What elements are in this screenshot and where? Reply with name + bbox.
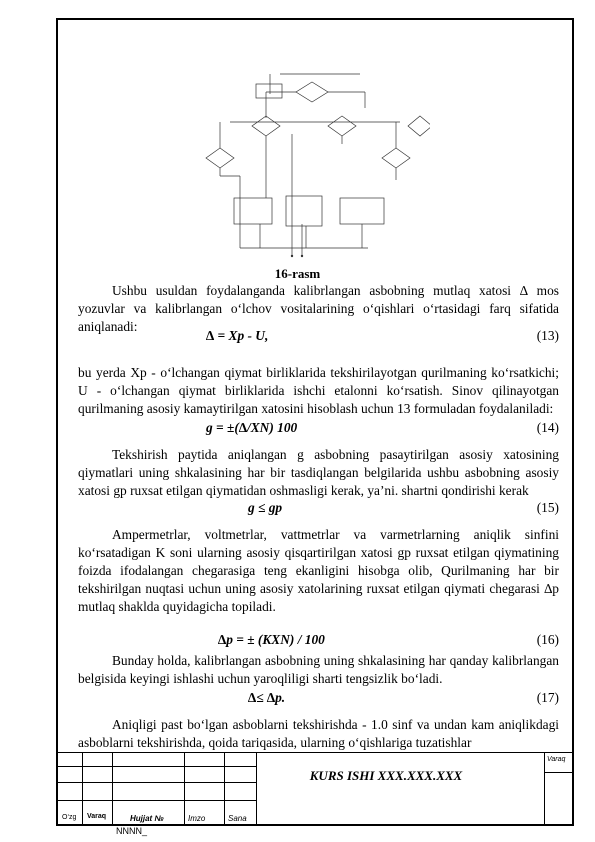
- stamp-col-line-3: [184, 752, 185, 824]
- title-block-stamp: [56, 752, 574, 826]
- paragraph-3: Tekshirish paytida aniqlangan g asbobning pasaytirilgan asosiy xatosining qiymatlari uning shkalasining har bir tasdiqlangan belgilarida ushbu asbobning asosiy xatosi gp ruxsat etilgan qiymatidan oshmasligi kerak, ya’ni. shartni qondirishi kerak: [78, 447, 559, 498]
- stamp-row-line-1: [56, 766, 256, 767]
- stamp-hujjat-label: Hujjat №: [130, 814, 164, 823]
- paragraph-2: bu yerda Xp - o‘lchangan qiymat birliklarida tekshirilayotgan qurilmaning ko‘rsatkichi; U - o‘lchangan qiymat birliklarida ishchi etalonni ko‘rsatish. Sinov qilinayotgan qurilmaning asosiy kamaytirilgan xatosini hisoblash uchun 13 formuladan foydalaniladi:: [78, 365, 559, 416]
- formula-14: g = ±(∆/XN) 100: [206, 420, 298, 435]
- formula-15-number: (15): [536, 500, 559, 515]
- stamp-col-line-6: [544, 752, 545, 824]
- paragraph-5: Bunday holda, kalibrlangan asbobning uning shkalasining har qanday kalibrlangan belgisida keyingi ishlashi uchun yaroqliligi sharti tengsizlik bo‘ladi.: [78, 653, 559, 686]
- figure-caption: 16-rasm: [274, 266, 321, 281]
- paragraph-4: Ampermetrlar, voltmetrlar, vattmetrlar va varmetrlarning aniqlik sinfini ko‘rsatadigan K soni ularning asosiy qisqartirilgan xatosi gp ruxsat etilgan qiymatining foizda ifodalangan chegarasiga teng ekanligini hisobga olib, Qurilmaning har bir tekshirilgan nuqtasi uchun uning asosiy xatolarining ruxsat etilgan qiymati chegarasi ∆p mutlaq shaklda quyidagicha topiladi.: [78, 527, 559, 614]
- stamp-footer: NNNN_: [116, 826, 148, 836]
- stamp-ozg-label: O‘zg: [62, 814, 77, 821]
- formula-15: g ≤ gp: [248, 500, 283, 515]
- formula-17: ∆≤ ∆p.: [248, 690, 286, 705]
- stamp-imzo-label: Imzo: [188, 814, 206, 823]
- stamp-sana-label: Sana: [228, 814, 247, 823]
- stamp-varaq-col-label: Varaq: [87, 813, 107, 820]
- stamp-col-line-4: [224, 752, 225, 824]
- paragraph-1: Ushbu usuldan foydalanganda kalibrlangan asbobning mutlaq xatosi ∆ mos yozuvlar va kalibrlangan o‘lchov vositalarining o‘qishlari o‘rtasidagi farq sifatida aniqlanadi:: [78, 283, 559, 334]
- flowchart-figure: [200, 64, 430, 260]
- formula-17-number: (17): [536, 690, 559, 705]
- stamp-col-line-1: [82, 752, 83, 824]
- stamp-top-border: [56, 752, 574, 753]
- stamp-row-line-3: [56, 800, 256, 801]
- stamp-varaq-line: [544, 772, 574, 773]
- stamp-varaq-label: Varaq: [547, 756, 566, 763]
- formula-16-number: (16): [536, 632, 559, 647]
- stamp-col-line-2: [112, 752, 113, 824]
- formula-13-number: (13): [536, 328, 559, 343]
- formula-14-number: (14): [536, 420, 559, 435]
- kurs-ishi-title: KURS ISHI XXX.XXX.XXX: [309, 768, 463, 783]
- paragraph-6: Aniqligi past bo‘lgan asboblarni tekshirishda - 1.0 sinf va undan kam aniqlikdagi asboblarni tekshirishda, qoida tariqasida, ularning o‘qishlariga tuzatishlar: [78, 717, 559, 750]
- formula-16: ∆p = ± (KXN) / 100: [218, 632, 325, 647]
- stamp-col-line-5: [256, 752, 257, 824]
- formula-13: ∆ = Xp - U,: [206, 328, 269, 343]
- stamp-row-line-2: [56, 782, 256, 783]
